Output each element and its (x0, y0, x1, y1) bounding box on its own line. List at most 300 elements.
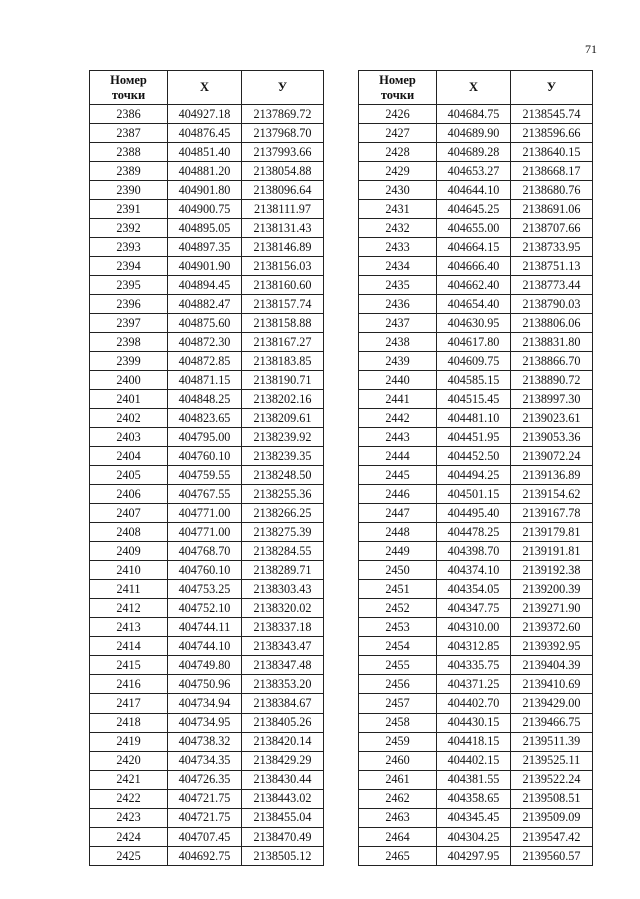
point-number-cell: 2403 (90, 428, 168, 447)
table-row (90, 485, 324, 504)
point-number-cell: 2461 (359, 770, 437, 789)
table-row (359, 846, 593, 865)
page-number: 71 (585, 42, 597, 56)
point-number-cell: 2414 (90, 637, 168, 656)
x-coordinate-cell: 404347.75 (437, 599, 511, 618)
x-coordinate-cell: 404689.28 (437, 143, 511, 162)
table-row (359, 523, 593, 542)
point-number-cell: 2442 (359, 409, 437, 428)
point-number-cell: 2422 (90, 789, 168, 808)
y-coordinate-cell: 2138353.20 (242, 675, 324, 694)
y-coordinate-cell: 2138545.74 (511, 105, 593, 124)
point-number-cell: 2424 (90, 827, 168, 846)
table-row (90, 561, 324, 580)
x-coordinate-cell: 404823.65 (168, 409, 242, 428)
y-coordinate-cell: 2139372.60 (511, 618, 593, 637)
y-coordinate-cell: 2139154.62 (511, 485, 593, 504)
x-coordinate-cell: 404848.25 (168, 390, 242, 409)
y-coordinate-cell: 2138429.29 (242, 751, 324, 770)
x-coordinate-cell: 404371.25 (437, 675, 511, 694)
header-row (359, 71, 593, 105)
y-coordinate-cell: 2139053.36 (511, 428, 593, 447)
y-coordinate-cell: 2138209.61 (242, 409, 324, 428)
x-coordinate-cell: 404684.75 (437, 105, 511, 124)
y-coordinate-cell: 2138505.12 (242, 846, 324, 865)
table-row (359, 827, 593, 846)
y-coordinate-cell: 2138160.60 (242, 276, 324, 295)
y-coordinate-cell: 2138157.74 (242, 295, 324, 314)
y-coordinate-cell: 2138255.36 (242, 485, 324, 504)
x-coordinate-cell: 404734.95 (168, 713, 242, 732)
y-coordinate-cell: 2137869.72 (242, 105, 324, 124)
x-coordinate-cell: 404398.70 (437, 542, 511, 561)
y-coordinate-cell: 2139191.81 (511, 542, 593, 561)
table-row (90, 352, 324, 371)
table-row (359, 124, 593, 143)
table-row (90, 637, 324, 656)
table-row (359, 694, 593, 713)
x-coordinate-cell: 404402.15 (437, 751, 511, 770)
point-number-cell: 2416 (90, 675, 168, 694)
table-row (90, 447, 324, 466)
x-coordinate-cell: 404312.85 (437, 637, 511, 656)
y-coordinate-cell: 2138146.89 (242, 238, 324, 257)
x-coordinate-cell: 404744.10 (168, 637, 242, 656)
y-header: У (242, 71, 324, 105)
x-coordinate-cell: 404726.35 (168, 770, 242, 789)
point-number-cell: 2458 (359, 713, 437, 732)
y-coordinate-cell: 2138733.95 (511, 238, 593, 257)
table-row (90, 181, 324, 200)
point-number-cell: 2433 (359, 238, 437, 257)
y-coordinate-cell: 2139560.57 (511, 846, 593, 865)
table-row (90, 770, 324, 789)
y-coordinate-cell: 2138470.49 (242, 827, 324, 846)
x-coordinate-cell: 404927.18 (168, 105, 242, 124)
x-coordinate-cell: 404721.75 (168, 789, 242, 808)
x-header: X (168, 71, 242, 105)
x-coordinate-cell: 404871.15 (168, 371, 242, 390)
y-coordinate-cell: 2138443.02 (242, 789, 324, 808)
x-coordinate-cell: 404653.27 (437, 162, 511, 181)
point-number-cell: 2396 (90, 295, 168, 314)
x-coordinate-cell: 404664.15 (437, 238, 511, 257)
point-number-cell: 2426 (359, 105, 437, 124)
point-number-cell: 2460 (359, 751, 437, 770)
point-number-cell: 2434 (359, 257, 437, 276)
x-coordinate-cell: 404760.10 (168, 561, 242, 580)
table-row (359, 200, 593, 219)
point-number-cell: 2386 (90, 105, 168, 124)
y-coordinate-cell: 2139271.90 (511, 599, 593, 618)
x-coordinate-cell: 404738.32 (168, 732, 242, 751)
y-coordinate-cell: 2138790.03 (511, 295, 593, 314)
table-row (90, 466, 324, 485)
y-coordinate-cell: 2138890.72 (511, 371, 593, 390)
point-number-cell: 2445 (359, 466, 437, 485)
y-coordinate-cell: 2138239.92 (242, 428, 324, 447)
y-coordinate-cell: 2139525.11 (511, 751, 593, 770)
y-coordinate-cell: 2139023.61 (511, 409, 593, 428)
header-label-line2: точки (380, 87, 415, 102)
table-row (90, 732, 324, 751)
y-coordinate-cell: 2138668.17 (511, 162, 593, 181)
y-coordinate-cell: 2138997.30 (511, 390, 593, 409)
y-coordinate-cell: 2138420.14 (242, 732, 324, 751)
table-row (90, 713, 324, 732)
point-number-cell: 2454 (359, 637, 437, 656)
y-coordinate-cell: 2139072.24 (511, 447, 593, 466)
table-row (90, 238, 324, 257)
y-coordinate-cell: 2138266.25 (242, 504, 324, 523)
point-number-cell: 2428 (359, 143, 437, 162)
x-coordinate-cell: 404734.94 (168, 694, 242, 713)
y-coordinate-cell: 2137968.70 (242, 124, 324, 143)
table-row (90, 675, 324, 694)
table-row (359, 637, 593, 656)
x-coordinate-cell: 404900.75 (168, 200, 242, 219)
y-coordinate-cell: 2138596.66 (511, 124, 593, 143)
point-number-cell: 2390 (90, 181, 168, 200)
point-number-cell: 2400 (90, 371, 168, 390)
y-coordinate-cell: 2138347.48 (242, 656, 324, 675)
x-coordinate-cell: 404430.15 (437, 713, 511, 732)
point-number-cell: 2451 (359, 580, 437, 599)
table-row (359, 162, 593, 181)
x-coordinate-cell: 404721.75 (168, 808, 242, 827)
table-row (359, 257, 593, 276)
point-number-cell: 2448 (359, 523, 437, 542)
table-row (90, 751, 324, 770)
point-number-cell: 2394 (90, 257, 168, 276)
y-coordinate-cell: 2138289.71 (242, 561, 324, 580)
x-coordinate-cell: 404872.30 (168, 333, 242, 352)
y-coordinate-cell: 2138183.85 (242, 352, 324, 371)
table-row (90, 808, 324, 827)
y-coordinate-cell: 2138158.88 (242, 314, 324, 333)
x-coordinate-cell: 404335.75 (437, 656, 511, 675)
y-coordinate-cell: 2138239.35 (242, 447, 324, 466)
y-coordinate-cell: 2138751.13 (511, 257, 593, 276)
point-number-cell: 2408 (90, 523, 168, 542)
y-coordinate-cell: 2138866.70 (511, 352, 593, 371)
y-coordinate-cell: 2139179.81 (511, 523, 593, 542)
y-coordinate-cell: 2139136.89 (511, 466, 593, 485)
y-coordinate-cell: 2138691.06 (511, 200, 593, 219)
y-coordinate-cell: 2138640.15 (511, 143, 593, 162)
table-row (359, 352, 593, 371)
table-row (359, 143, 593, 162)
y-coordinate-cell: 2138054.88 (242, 162, 324, 181)
point-number-cell: 2418 (90, 713, 168, 732)
x-coordinate-cell: 404310.00 (437, 618, 511, 637)
x-coordinate-cell: 404768.70 (168, 542, 242, 561)
point-number-cell: 2439 (359, 352, 437, 371)
point-number-cell: 2420 (90, 751, 168, 770)
x-coordinate-cell: 404895.05 (168, 219, 242, 238)
x-coordinate-cell: 404662.40 (437, 276, 511, 295)
x-coordinate-cell: 404585.15 (437, 371, 511, 390)
x-coordinate-cell: 404767.55 (168, 485, 242, 504)
point-number-cell: 2393 (90, 238, 168, 257)
y-coordinate-cell: 2139522.24 (511, 770, 593, 789)
x-coordinate-cell: 404358.65 (437, 789, 511, 808)
point-number-cell: 2441 (359, 390, 437, 409)
y-coordinate-cell: 2138320.02 (242, 599, 324, 618)
y-coordinate-cell: 2139429.00 (511, 694, 593, 713)
y-coordinate-cell: 2139200.39 (511, 580, 593, 599)
y-coordinate-cell: 2138111.97 (242, 200, 324, 219)
table-row (90, 219, 324, 238)
point-number-cell: 2435 (359, 276, 437, 295)
y-coordinate-cell: 2138384.67 (242, 694, 324, 713)
x-coordinate-cell: 404901.90 (168, 257, 242, 276)
y-coordinate-cell: 2138202.16 (242, 390, 324, 409)
point-number-cell: 2406 (90, 485, 168, 504)
point-number-cell: 2449 (359, 542, 437, 561)
x-coordinate-cell: 404759.55 (168, 466, 242, 485)
point-number-cell: 2464 (359, 827, 437, 846)
table-row (90, 105, 324, 124)
table-row (359, 561, 593, 580)
x-coordinate-cell: 404882.47 (168, 295, 242, 314)
x-coordinate-cell: 404872.85 (168, 352, 242, 371)
point-number-cell: 2430 (359, 181, 437, 200)
x-coordinate-cell: 404609.75 (437, 352, 511, 371)
table-row (90, 314, 324, 333)
x-coordinate-cell: 404750.96 (168, 675, 242, 694)
table-row (359, 447, 593, 466)
x-coordinate-cell: 404876.45 (168, 124, 242, 143)
y-coordinate-cell: 2138405.26 (242, 713, 324, 732)
table-row (90, 599, 324, 618)
x-coordinate-cell: 404734.35 (168, 751, 242, 770)
x-coordinate-cell: 404654.40 (437, 295, 511, 314)
y-coordinate-cell: 2139509.09 (511, 808, 593, 827)
x-coordinate-cell: 404795.00 (168, 428, 242, 447)
point-number-cell: 2456 (359, 675, 437, 694)
y-coordinate-cell: 2138680.76 (511, 181, 593, 200)
table-row (359, 675, 593, 694)
table-row (359, 333, 593, 352)
point-number-cell: 2443 (359, 428, 437, 447)
y-coordinate-cell: 2138773.44 (511, 276, 593, 295)
point-number-cell: 2398 (90, 333, 168, 352)
point-number-cell: 2401 (90, 390, 168, 409)
y-coordinate-cell: 2139192.38 (511, 561, 593, 580)
table-row (359, 390, 593, 409)
point-number-cell: 2409 (90, 542, 168, 561)
y-coordinate-cell: 2139511.39 (511, 732, 593, 751)
table-row (359, 181, 593, 200)
point-number-cell: 2413 (90, 618, 168, 637)
table-row (359, 409, 593, 428)
table-row (90, 143, 324, 162)
table-row (359, 276, 593, 295)
table-row (359, 314, 593, 333)
y-coordinate-cell: 2138096.64 (242, 181, 324, 200)
point-number-cell: 2450 (359, 561, 437, 580)
x-coordinate-cell: 404515.45 (437, 390, 511, 409)
point-number-cell: 2407 (90, 504, 168, 523)
table-row (359, 599, 593, 618)
table-row (359, 295, 593, 314)
table-row (90, 504, 324, 523)
point-number-cell: 2389 (90, 162, 168, 181)
table-row (90, 618, 324, 637)
point-number-cell: 2411 (90, 580, 168, 599)
table-row (359, 732, 593, 751)
table-row (359, 504, 593, 523)
table-row (90, 656, 324, 675)
x-coordinate-cell: 404645.25 (437, 200, 511, 219)
x-coordinate-cell: 404451.95 (437, 428, 511, 447)
point-number-cell: 2395 (90, 276, 168, 295)
y-coordinate-cell: 2139466.75 (511, 713, 593, 732)
y-coordinate-cell: 2138167.27 (242, 333, 324, 352)
table-row (90, 276, 324, 295)
point-number-cell: 2431 (359, 200, 437, 219)
table-row (90, 542, 324, 561)
table-row (359, 219, 593, 238)
table-row (359, 466, 593, 485)
point-number-cell: 2415 (90, 656, 168, 675)
y-coordinate-cell: 2138806.06 (511, 314, 593, 333)
y-coordinate-cell: 2139404.39 (511, 656, 593, 675)
y-coordinate-cell: 2138156.03 (242, 257, 324, 276)
table-row (90, 694, 324, 713)
x-coordinate-cell: 404881.20 (168, 162, 242, 181)
x-coordinate-cell: 404452.50 (437, 447, 511, 466)
header-label-line1: Номер (110, 72, 147, 87)
y-coordinate-cell: 2138831.80 (511, 333, 593, 352)
point-number-cell: 2425 (90, 846, 168, 865)
point-number-cell: 2432 (359, 219, 437, 238)
table-row (359, 656, 593, 675)
table-row (90, 371, 324, 390)
table-row (359, 770, 593, 789)
header-label-line1: Номер (379, 72, 416, 87)
table-row (359, 618, 593, 637)
table-row (359, 713, 593, 732)
y-coordinate-cell: 2139167.78 (511, 504, 593, 523)
y-coordinate-cell: 2138707.66 (511, 219, 593, 238)
y-coordinate-cell: 2139547.42 (511, 827, 593, 846)
table-row (90, 333, 324, 352)
table-row (359, 428, 593, 447)
table-body (90, 105, 324, 866)
table-row (90, 390, 324, 409)
point-number-cell: 2452 (359, 599, 437, 618)
x-coordinate-cell: 404418.15 (437, 732, 511, 751)
x-coordinate-cell: 404692.75 (168, 846, 242, 865)
x-coordinate-cell: 404901.80 (168, 181, 242, 200)
table-row (90, 789, 324, 808)
x-coordinate-cell: 404297.95 (437, 846, 511, 865)
y-coordinate-cell: 2137993.66 (242, 143, 324, 162)
point-number-cell: 2419 (90, 732, 168, 751)
table-row (359, 808, 593, 827)
point-number-cell: 2444 (359, 447, 437, 466)
x-coordinate-cell: 404851.40 (168, 143, 242, 162)
x-coordinate-cell: 404494.25 (437, 466, 511, 485)
point-number-cell: 2465 (359, 846, 437, 865)
point-number-cell: 2392 (90, 219, 168, 238)
y-coordinate-cell: 2138190.71 (242, 371, 324, 390)
x-coordinate-cell: 404478.25 (437, 523, 511, 542)
x-coordinate-cell: 404304.25 (437, 827, 511, 846)
point-number-cell: 2453 (359, 618, 437, 637)
point-number-cell: 2404 (90, 447, 168, 466)
x-coordinate-cell: 404381.55 (437, 770, 511, 789)
table-row (90, 580, 324, 599)
y-coordinate-cell: 2138337.18 (242, 618, 324, 637)
point-number-cell: 2429 (359, 162, 437, 181)
x-coordinate-cell: 404481.10 (437, 409, 511, 428)
x-coordinate-cell: 404753.25 (168, 580, 242, 599)
y-coordinate-cell: 2139392.95 (511, 637, 593, 656)
x-coordinate-cell: 404644.10 (437, 181, 511, 200)
table-row (90, 409, 324, 428)
coordinates-table-right (358, 70, 593, 866)
table-body (359, 105, 593, 866)
y-coordinate-cell: 2138343.47 (242, 637, 324, 656)
table-row (359, 542, 593, 561)
x-coordinate-cell: 404501.15 (437, 485, 511, 504)
y-coordinate-cell: 2138303.43 (242, 580, 324, 599)
table-row (90, 257, 324, 276)
point-number-cell: 2397 (90, 314, 168, 333)
point-number-cell: 2417 (90, 694, 168, 713)
x-coordinate-cell: 404617.80 (437, 333, 511, 352)
y-coordinate-cell: 2138131.43 (242, 219, 324, 238)
point-number-cell: 2446 (359, 485, 437, 504)
point-number-cell: 2405 (90, 466, 168, 485)
table-row (90, 428, 324, 447)
point-number-cell: 2457 (359, 694, 437, 713)
point-number-cell: 2427 (359, 124, 437, 143)
point-number-cell: 2402 (90, 409, 168, 428)
point-number-cell: 2447 (359, 504, 437, 523)
table-row (359, 105, 593, 124)
x-coordinate-cell: 404707.45 (168, 827, 242, 846)
point-number-cell: 2440 (359, 371, 437, 390)
table-row (90, 827, 324, 846)
point-number-cell: 2421 (90, 770, 168, 789)
y-coordinate-cell: 2139508.51 (511, 789, 593, 808)
table-row (359, 789, 593, 808)
x-coordinate-cell: 404345.45 (437, 808, 511, 827)
point-number-cell: 2463 (359, 808, 437, 827)
point-number-cell: 2423 (90, 808, 168, 827)
table-row (359, 751, 593, 770)
point-number-cell: 2399 (90, 352, 168, 371)
point-number-cell: 2459 (359, 732, 437, 751)
table-row (90, 200, 324, 219)
point-number-cell: 2436 (359, 295, 437, 314)
x-coordinate-cell: 404771.00 (168, 523, 242, 542)
x-coordinate-cell: 404744.11 (168, 618, 242, 637)
table-row (90, 846, 324, 865)
table-row (359, 485, 593, 504)
point-number-cell: 2391 (90, 200, 168, 219)
y-header: У (511, 71, 593, 105)
point-number-cell: 2462 (359, 789, 437, 808)
x-coordinate-cell: 404666.40 (437, 257, 511, 276)
x-coordinate-cell: 404655.00 (437, 219, 511, 238)
table-row (359, 238, 593, 257)
x-coordinate-cell: 404354.05 (437, 580, 511, 599)
